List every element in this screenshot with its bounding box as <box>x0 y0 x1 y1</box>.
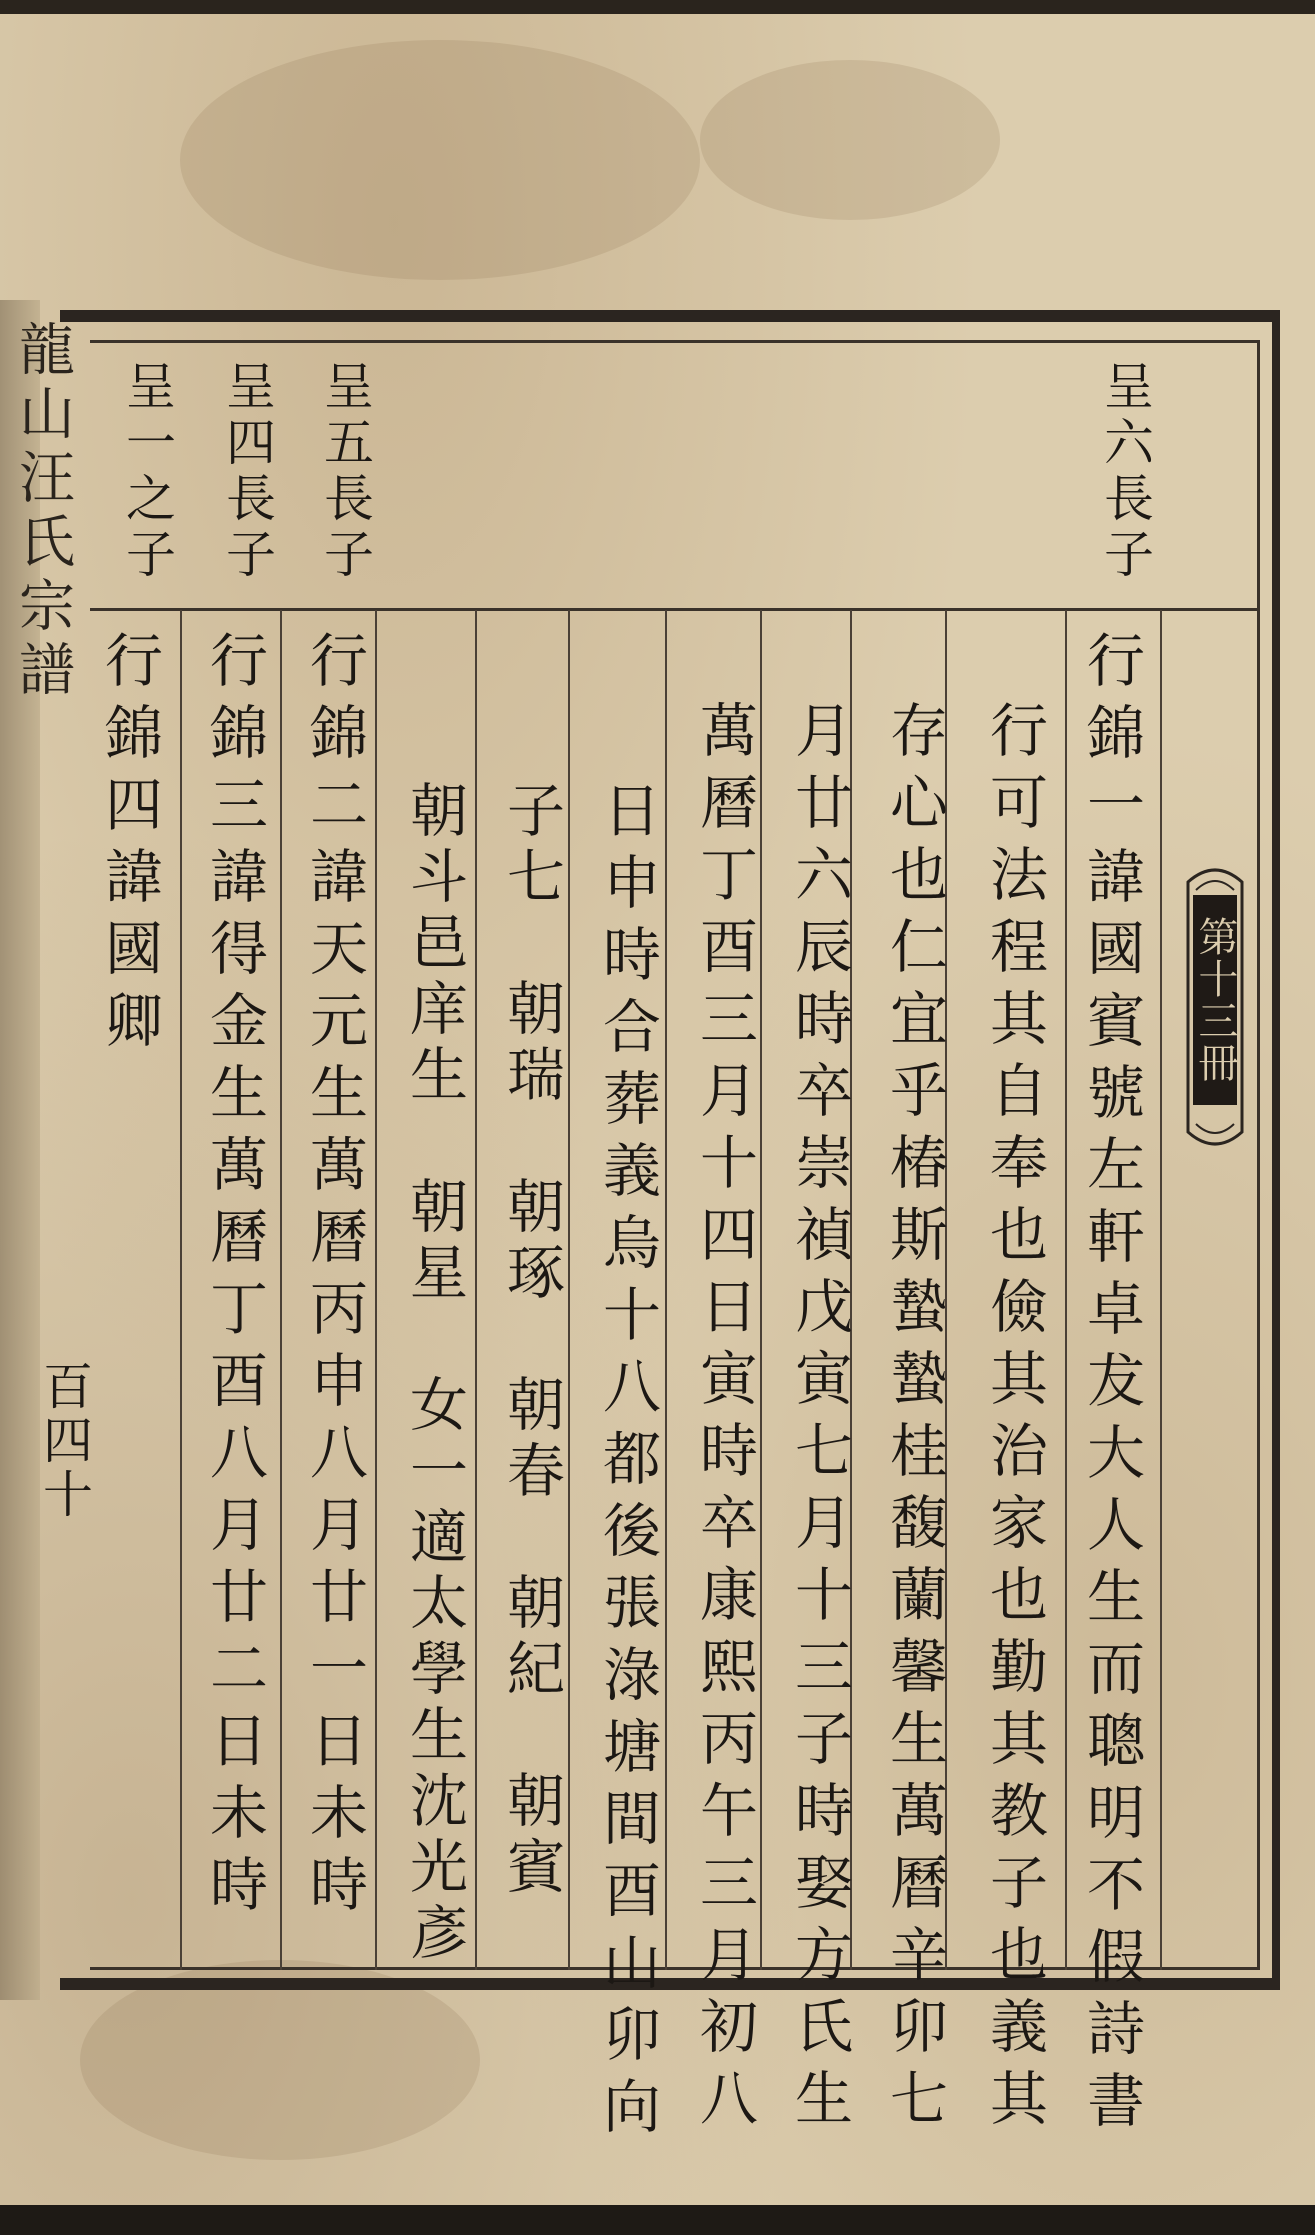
body-line: 月廿六辰時卒崇禎戊寅七月十三子時娶方氏生 <box>785 700 853 2140</box>
column-rule <box>280 610 282 1970</box>
body-line: 行可法程其自奉也儉其治家也勤其教子也義其 <box>980 700 1048 2140</box>
column-rule <box>475 610 477 1970</box>
bottom-edge <box>0 2205 1315 2235</box>
paper-stain <box>180 40 700 280</box>
spine-title: 龍山汪氏宗譜 <box>10 320 75 704</box>
column-rule <box>568 610 570 1970</box>
body-line: 存心也仁宜乎椿斯蟄蟄桂馥蘭馨生萬曆辛卯七 <box>880 700 948 2140</box>
paper-stain <box>80 1960 480 2160</box>
column-rule <box>1160 610 1162 1970</box>
column-rule <box>1065 610 1067 1970</box>
body-line: 朝斗邑庠生 朝星 女一適太學生沈光彥 <box>400 780 468 1968</box>
volume-label: 第十三冊 <box>1193 895 1237 1105</box>
column-rule <box>180 610 182 1970</box>
body-line: 子七 朝瑞 朝琢 朝春 朝紀 朝賓 <box>497 780 565 1902</box>
column-rule <box>760 610 762 1970</box>
column-rule <box>665 610 667 1970</box>
column-header-2: 呈五長子 <box>316 360 374 584</box>
header-rule <box>90 608 1260 611</box>
body-line: 行錦四諱國卿 <box>95 630 163 1062</box>
top-edge <box>0 0 1315 14</box>
body-line: 行錦三諱得金生萬曆丁酉八月廿二日未時 <box>200 630 268 1926</box>
column-header-3: 呈四長子 <box>218 360 276 584</box>
body-line: 萬曆丁酉三月十四日寅時卒康熙丙午三月初八 <box>690 700 758 2140</box>
paper-stain <box>700 60 1000 220</box>
column-header-1: 呈六長子 <box>1096 360 1154 584</box>
body-line: 行錦一諱國賓號左軒卓犮大人生而聰明不假詩書 <box>1077 630 1145 2142</box>
page-number: 百四十 <box>35 1360 93 1522</box>
body-line: 行錦二諱天元生萬曆丙申八月廿一日未時 <box>300 630 368 1926</box>
body-line: 日申時合葬義烏十八都後張淥塘間酉山卯向 <box>593 780 661 2148</box>
column-rule <box>375 610 377 1970</box>
column-header-4: 呈一之子 <box>118 360 176 584</box>
